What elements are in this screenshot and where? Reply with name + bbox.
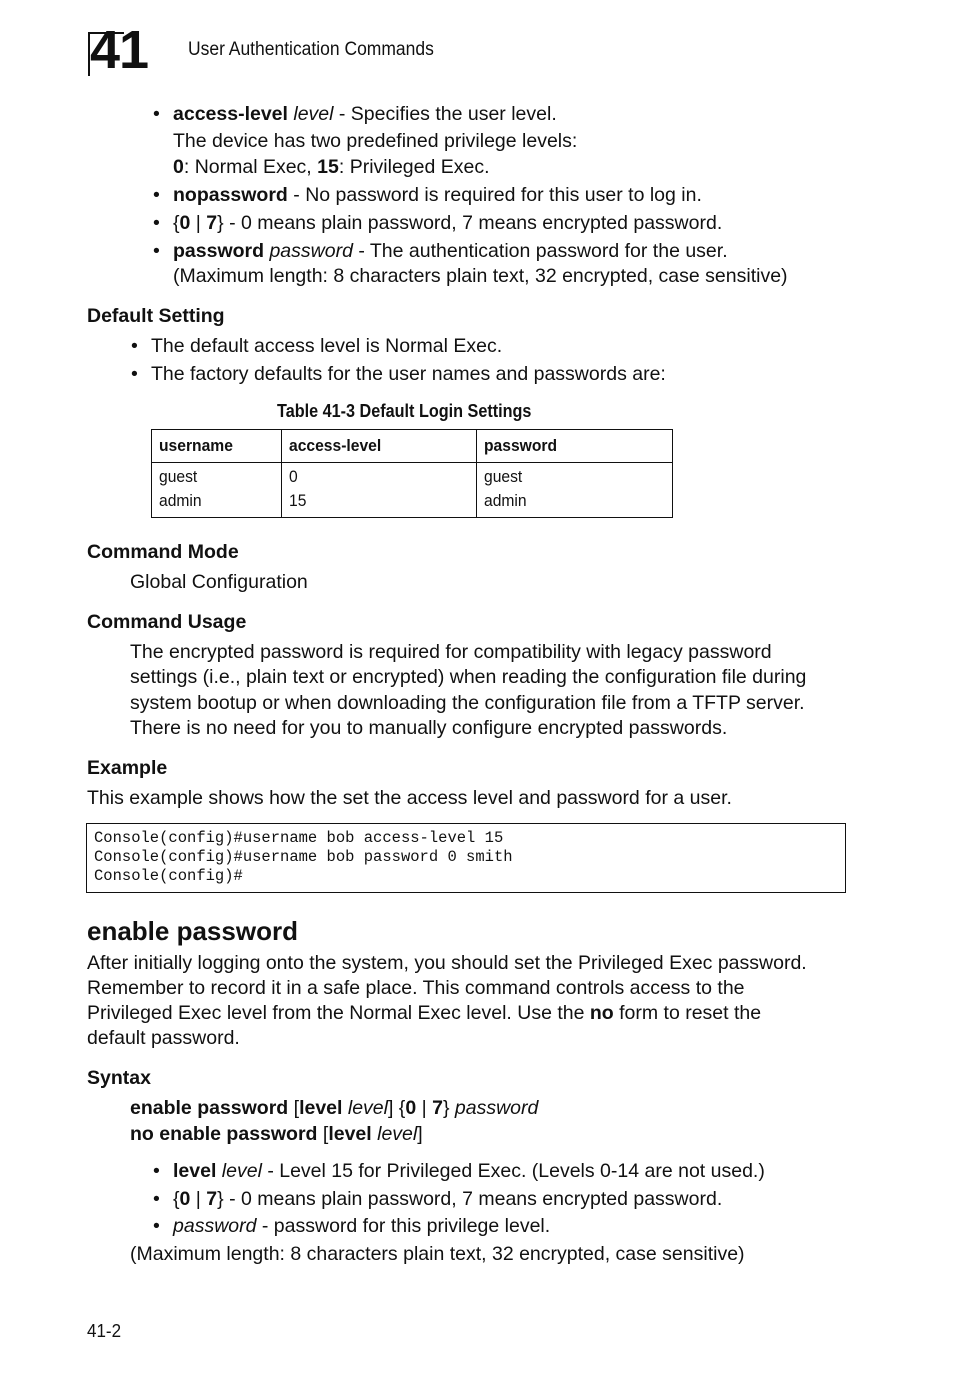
keyword: access-level: [173, 103, 288, 125]
list-item: [153, 102, 557, 127]
table-header-cell: password: [477, 430, 673, 463]
chapter-number-block: [88, 20, 164, 80]
description: - Specifies the user level.: [333, 103, 557, 125]
list-item: • nopassword - No password is required for this user to log in.: [153, 184, 702, 206]
section-heading-default-setting: Default Setting: [87, 305, 225, 327]
paragraph-line: default password.: [87, 1027, 240, 1049]
bullet-icon: •: [131, 335, 138, 357]
command-usage-line: settings (i.e., plain text or encrypted) when reading the configuration file during: [130, 666, 807, 688]
command-usage-line: There is no need for you to manually configure encrypted passwords.: [130, 717, 728, 739]
table-header-cell: username: [152, 430, 282, 463]
bullet-icon: •: [153, 184, 160, 206]
list-item: • The factory defaults for the user names and passwords are:: [131, 363, 666, 385]
bullet-icon: •: [153, 1160, 160, 1182]
section-heading-command-usage: Command Usage: [87, 611, 247, 633]
code-line: Console(config)#username bob password 0 smith: [94, 848, 513, 866]
argument: level: [293, 103, 334, 125]
command-mode-text: Global Configuration: [130, 571, 308, 593]
list-item-continuation: 0: Normal Exec, 15: Privileged Exec.: [173, 156, 490, 178]
section-heading-example: Example: [87, 757, 168, 779]
table-caption: Table 41-3 Default Login Settings: [277, 401, 532, 421]
section-heading-command-mode: Command Mode: [87, 541, 239, 563]
example-text: This example shows how the set the access level and password for a user.: [87, 787, 732, 809]
list-item: • level level - Level 15 for Privileged Exec. (Levels 0-14 are not used.): [153, 1160, 765, 1182]
bullet-icon: •: [153, 1215, 160, 1237]
code-example-box: [86, 823, 846, 893]
table-header-row: [152, 430, 673, 463]
bullet-icon: •: [153, 1188, 160, 1210]
list-item-continuation: The device has two predefined privilege levels:: [173, 130, 578, 152]
paragraph-line: Remember to record it in a safe place. This command controls access to the: [87, 977, 745, 999]
table-cell: 0 15: [282, 463, 477, 518]
syntax-line: no enable password [level level]: [130, 1123, 423, 1145]
bullet-icon: •: [153, 240, 160, 262]
table-header-cell: access-level: [282, 430, 477, 463]
code-line: Console(config)#username bob access-level 15: [94, 829, 504, 847]
max-length-note: (Maximum length: 8 characters plain text, 32 encrypted, case sensitive): [130, 1243, 745, 1265]
list-item: • password - password for this privilege level.: [153, 1215, 551, 1237]
list-item: • password password - The authentication password for the user.: [153, 240, 728, 262]
default-login-table: [151, 429, 673, 518]
bullet-icon: •: [131, 363, 138, 385]
list-item: • The default access level is Normal Exec.: [131, 335, 503, 357]
chapter-title: User Authentication Commands: [188, 39, 434, 60]
table-cell: guest admin: [152, 463, 282, 518]
list-item: • {0 | 7} - 0 means plain password, 7 means encrypted password.: [153, 212, 723, 234]
code-line: Console(config)#: [94, 867, 243, 885]
command-usage-line: The encrypted password is required for compatibility with legacy password: [130, 641, 772, 663]
page-number: 41-2: [87, 1320, 122, 1341]
syntax-line: enable password [level level] {0 | 7} password: [130, 1097, 539, 1119]
list-item: • {0 | 7} - 0 means plain password, 7 means encrypted password.: [153, 1188, 723, 1210]
command-usage-line: system bootup or when downloading the configuration file from a TFTP server.: [130, 692, 805, 714]
bullet-icon: •: [153, 103, 160, 125]
command-title-enable-password: enable password: [87, 916, 298, 946]
bullet-icon: •: [153, 212, 160, 234]
paragraph-line: Privileged Exec level from the Normal Exec level. Use the no form to reset the: [87, 1002, 762, 1024]
table-row: [152, 463, 673, 518]
section-heading-syntax: Syntax: [87, 1067, 151, 1089]
table-cell: guest admin: [477, 463, 673, 518]
paragraph-line: After initially logging onto the system, you should set the Privileged Exec password.: [87, 952, 807, 974]
list-item-continuation: (Maximum length: 8 characters plain text, 32 encrypted, case sensitive): [173, 265, 788, 287]
chapter-number: 41: [90, 20, 149, 80]
